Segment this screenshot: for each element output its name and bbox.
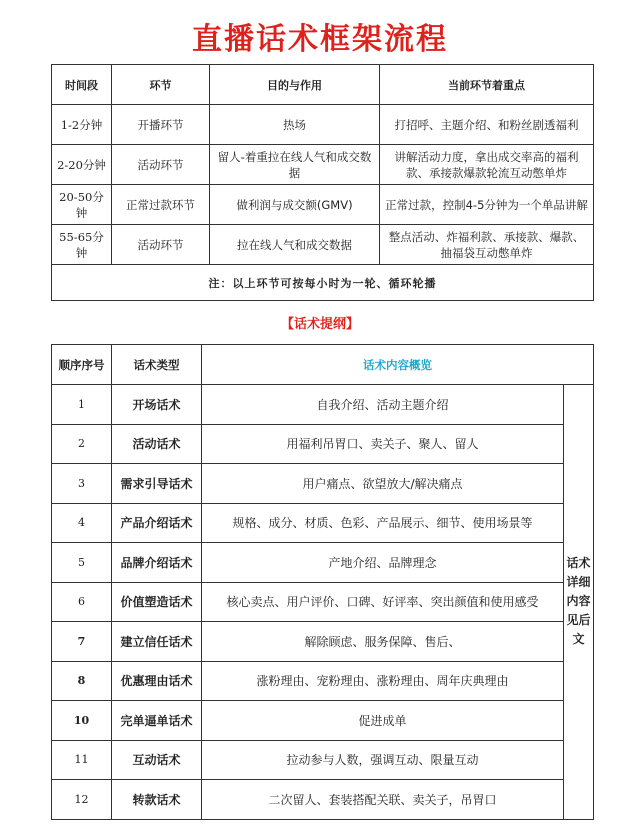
cell-order: 12	[52, 780, 112, 820]
table-row	[52, 543, 594, 583]
cell-order: 6	[52, 582, 112, 622]
header-order: 顺序序号	[52, 345, 112, 385]
cell-overview: 二次留人、套装搭配关联、卖关子，吊胃口	[202, 780, 564, 820]
table-row	[52, 780, 594, 820]
table-row	[52, 503, 594, 543]
cell-type: 活动话术	[112, 424, 202, 464]
outline-table-header	[52, 345, 594, 385]
cell-focus: 正常过款，控制4-5分钟为一个单品讲解	[380, 185, 594, 225]
cell-order: 8	[52, 661, 112, 701]
table-row	[52, 225, 594, 265]
cell-type: 完单逼单话术	[112, 701, 202, 741]
outline-title: 【话术提纲】	[280, 317, 359, 332]
cell-order: 10	[52, 701, 112, 741]
cell-type: 价值塑造话术	[112, 582, 202, 622]
table-row	[52, 385, 594, 425]
cell-type: 需求引导话术	[112, 464, 202, 504]
cell-time: 55-65分钟	[52, 225, 112, 265]
table-row	[52, 622, 594, 662]
cell-stage: 开播环节	[112, 105, 210, 145]
cell-purpose: 热场	[210, 105, 380, 145]
cell-time: 2-20分钟	[52, 145, 112, 185]
cell-type: 互动话术	[112, 740, 202, 780]
table-row	[52, 145, 594, 185]
flow-table-header	[52, 65, 594, 105]
table-row	[52, 661, 594, 701]
cell-focus: 打招呼、主题介绍、和粉丝剧透福利	[380, 105, 594, 145]
cell-purpose: 拉在线人气和成交数据	[210, 225, 380, 265]
header-type: 话术类型	[112, 345, 202, 385]
flow-table	[51, 64, 594, 301]
table-row	[52, 464, 594, 504]
loop-note: 注：以上环节可按每小时为一轮、循环轮播	[52, 265, 594, 301]
header-focus: 当前环节着重点	[380, 65, 594, 105]
cell-purpose: 做利润与成交额(GMV)	[210, 185, 380, 225]
header-overview: 话术内容概览	[202, 345, 594, 385]
table-row	[52, 582, 594, 622]
cell-purpose: 留人-着重拉在线人气和成交数据	[210, 145, 380, 185]
outline-table	[51, 344, 594, 820]
cell-overview: 解除顾虑、服务保障、售后、	[202, 622, 564, 662]
cell-type: 品牌介绍话术	[112, 543, 202, 583]
note-row	[52, 265, 594, 301]
cell-order: 1	[52, 385, 112, 425]
cell-overview: 涨粉理由、宠粉理由、涨粉理由、周年庆典理由	[202, 661, 564, 701]
cell-overview: 拉动参与人数，强调互动、限量互动	[202, 740, 564, 780]
cell-stage: 活动环节	[112, 225, 210, 265]
page-title: 直播话术框架流程	[192, 22, 448, 57]
header-time: 时间段	[52, 65, 112, 105]
cell-order: 11	[52, 740, 112, 780]
table-row	[52, 424, 594, 464]
cell-order: 3	[52, 464, 112, 504]
cell-stage: 正常过款环节	[112, 185, 210, 225]
cell-overview: 核心卖点、用户评价、口碑、好评率、突出颜值和使用感受	[202, 582, 564, 622]
header-purpose: 目的与作用	[210, 65, 380, 105]
cell-stage: 活动环节	[112, 145, 210, 185]
cell-focus: 讲解活动力度，拿出成交率高的福利款、承接款爆款轮流互动憋单炸	[380, 145, 594, 185]
header-stage: 环节	[112, 65, 210, 105]
cell-overview: 产地介绍、品牌理念	[202, 543, 564, 583]
cell-overview: 用户痛点、欲望放大/解决痛点	[202, 464, 564, 504]
cell-type: 开场话术	[112, 385, 202, 425]
cell-time: 1-2分钟	[52, 105, 112, 145]
cell-type: 产品介绍话术	[112, 503, 202, 543]
table-row	[52, 185, 594, 225]
cell-type: 优惠理由话术	[112, 661, 202, 701]
cell-overview: 促进成单	[202, 701, 564, 741]
cell-order: 2	[52, 424, 112, 464]
table-row	[52, 701, 594, 741]
cell-type: 建立信任话术	[112, 622, 202, 662]
table-row	[52, 105, 594, 145]
cell-overview: 用福利吊胃口、卖关子、聚人、留人	[202, 424, 564, 464]
cell-type: 转款话术	[112, 780, 202, 820]
side-note: 话术详细内容见后文	[564, 385, 594, 820]
cell-overview: 自我介绍、活动主题介绍	[202, 385, 564, 425]
cell-order: 4	[52, 503, 112, 543]
cell-order: 7	[52, 622, 112, 662]
cell-order: 5	[52, 543, 112, 583]
cell-focus: 整点活动、炸福利款、承接款、爆款、抽福袋互动憋单炸	[380, 225, 594, 265]
table-row	[52, 740, 594, 780]
cell-overview: 规格、成分、材质、色彩、产品展示、细节、使用场景等	[202, 503, 564, 543]
cell-time: 20-50分钟	[52, 185, 112, 225]
